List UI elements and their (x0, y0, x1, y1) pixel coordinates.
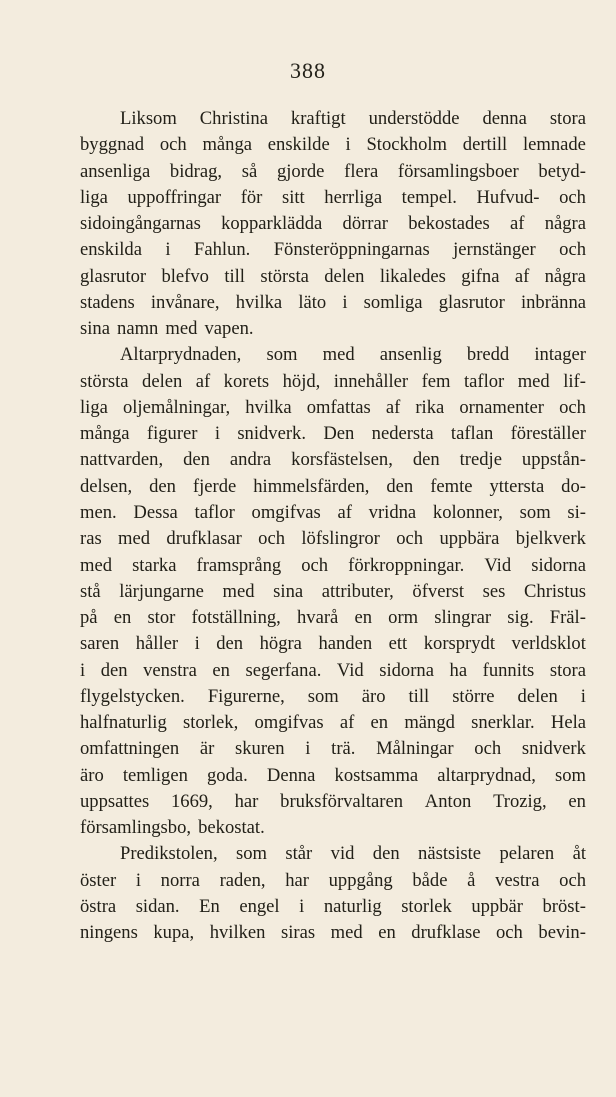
word: stora (549, 108, 586, 129)
word: betyd- (538, 160, 586, 182)
word: både (412, 869, 448, 891)
word: kolonner, (432, 501, 503, 523)
word: hvilka (245, 396, 292, 418)
text-line (80, 421, 586, 447)
word: och (559, 869, 586, 891)
word: många (80, 423, 130, 445)
word: i (194, 633, 200, 655)
word: Christina (199, 108, 268, 129)
text-line (80, 553, 586, 579)
word: och (159, 134, 187, 156)
word: andra (229, 449, 272, 471)
word: i (80, 659, 86, 681)
word: ses (482, 580, 506, 602)
word: Dessa (133, 501, 178, 523)
text-line (80, 631, 586, 657)
text-line (80, 264, 586, 290)
word: uppgång (328, 869, 393, 891)
word: Liksom (120, 108, 177, 129)
word: ningens (80, 922, 138, 944)
word: Trozig, (493, 790, 547, 812)
word: yttersta (489, 475, 545, 497)
word: venstra (143, 659, 197, 681)
word: några (544, 213, 586, 235)
word: Stockholm (366, 134, 448, 156)
word: femte (430, 475, 473, 497)
word: som (519, 501, 551, 523)
word: i (345, 134, 351, 156)
text-line (80, 395, 586, 421)
word: en (113, 607, 132, 629)
word: drufklasar (166, 528, 242, 550)
word: Anton (424, 790, 472, 812)
text-line (80, 658, 586, 684)
word: glasrutor (438, 291, 505, 313)
word: snidverk (521, 738, 586, 760)
word: af (514, 265, 530, 287)
word: engel (239, 895, 280, 917)
word: framsprång (196, 554, 282, 576)
word: korets (223, 370, 270, 392)
word: stor (147, 607, 176, 629)
word: taflan (450, 423, 494, 445)
word: en (568, 790, 586, 812)
word: fotställning, (191, 607, 281, 629)
word: med (222, 580, 255, 602)
word: taflor (194, 501, 235, 523)
word: ras (80, 528, 102, 550)
word: och (559, 186, 586, 208)
word: altarprydnad, (437, 764, 536, 786)
word: uppstån- (521, 449, 586, 471)
word: i (342, 291, 348, 313)
word: i (580, 685, 586, 707)
word: stora (549, 659, 586, 681)
word: liga (80, 186, 108, 208)
word: flygelstycken. (80, 685, 185, 707)
text-line (80, 841, 586, 867)
word: ornamenter (459, 396, 544, 418)
word: äro (80, 764, 104, 786)
text-line (80, 185, 586, 211)
text-line (80, 710, 586, 736)
word: denna (482, 108, 527, 129)
word: kupa, (153, 922, 195, 944)
text-line (80, 132, 586, 158)
text-line (80, 815, 586, 841)
text-line (80, 474, 586, 500)
word: i (214, 423, 220, 445)
word: intager (534, 344, 586, 366)
word: storlek, (182, 712, 239, 734)
word: kostsamma (334, 764, 419, 786)
word: stadens (80, 291, 135, 313)
word: enskilda (80, 239, 142, 261)
word: norra (160, 869, 200, 891)
word: delen (517, 685, 558, 707)
word: läto (298, 291, 327, 313)
word: uppbär (471, 895, 523, 917)
word: nedersta (371, 423, 434, 445)
word: står (285, 843, 313, 865)
word: föreställer (510, 423, 586, 445)
word: för (240, 186, 263, 208)
word: storlek (401, 895, 452, 917)
word: drufklase (411, 922, 481, 944)
word: sidorna (531, 554, 586, 576)
word: saren (80, 633, 120, 655)
word: verldsklot (511, 633, 586, 655)
word: bruksförvaltaren (280, 790, 404, 812)
text-line (80, 894, 586, 920)
word: i (165, 239, 171, 261)
word: med (517, 370, 550, 392)
word: kraftigt (290, 108, 346, 129)
word: som (236, 843, 267, 865)
word: i (135, 869, 141, 891)
word: oljemålningar, (122, 396, 231, 418)
word: bjelkverk (515, 528, 586, 550)
text-line (80, 369, 586, 395)
word: den (216, 633, 244, 655)
word: delsen, (80, 475, 133, 497)
word: slingrar (434, 607, 492, 629)
word: figurer (146, 423, 198, 445)
word: öster (80, 869, 117, 891)
word: skuren (235, 738, 285, 760)
word: och (474, 738, 502, 760)
word: högra (259, 633, 302, 655)
word: och (258, 528, 286, 550)
word: som (307, 685, 339, 707)
word: goda. (207, 764, 248, 786)
word: orm (388, 607, 419, 629)
text-line (80, 237, 586, 263)
word: en (370, 712, 389, 734)
word: och (559, 396, 586, 418)
word: sina (273, 580, 304, 602)
text-line (80, 579, 586, 605)
word: omgifvas (254, 712, 324, 734)
word: enskilde (267, 134, 330, 156)
word: Figurerne, (207, 685, 285, 707)
word: pelaren (499, 843, 555, 865)
word: å (467, 869, 476, 891)
word: vridna (368, 501, 417, 523)
word: innehåller (333, 370, 409, 392)
word: bidrag, (169, 160, 223, 182)
word: Hela (550, 712, 586, 734)
word: handen (318, 633, 373, 655)
word: omgifvas (251, 501, 321, 523)
word: flera (344, 160, 379, 182)
text-line (80, 342, 586, 368)
word: omfattas (306, 396, 371, 418)
word: tempel. (401, 186, 457, 208)
word: naturlig (323, 895, 382, 917)
word: Christus (524, 580, 586, 602)
word: likaledes (379, 265, 446, 287)
word: funnits (482, 659, 535, 681)
word: mängd (404, 712, 455, 734)
word: sidoingångarnas (80, 213, 201, 235)
word: östra (80, 895, 117, 917)
word: Predikstolen, (120, 843, 218, 865)
word: af (510, 213, 525, 235)
text-line (80, 316, 586, 342)
word: starka (132, 554, 177, 576)
word: som (554, 764, 586, 786)
word: sidan. (135, 895, 180, 917)
word: rika (415, 396, 445, 418)
text-line (80, 736, 586, 762)
word: Fräl- (549, 607, 586, 629)
text-line (80, 447, 586, 473)
word: segerfana. (245, 659, 322, 681)
word: gjorde (276, 160, 325, 182)
word: och (559, 239, 586, 261)
word: fjerde (192, 475, 237, 497)
word: Målningar (376, 738, 454, 760)
word: den (183, 449, 210, 471)
page-number: 388 (290, 58, 326, 83)
word: lärjungarne (119, 580, 204, 602)
word: uppbära (439, 528, 500, 550)
word: till (224, 265, 245, 287)
word: till (408, 685, 430, 707)
word: har (285, 869, 309, 891)
word: nattvarden, (80, 449, 164, 471)
word: korsprydt (423, 633, 496, 655)
word: så (241, 160, 258, 182)
word: byggnad (80, 134, 145, 156)
word: som (266, 344, 298, 366)
word: glasrutor (80, 265, 147, 287)
word: men. (80, 501, 117, 523)
word: löfslingror (301, 528, 380, 550)
text-line (80, 211, 586, 237)
word: understödde (368, 108, 460, 129)
word: vestra (495, 869, 540, 891)
word: på (80, 607, 98, 629)
word: Vid (336, 659, 364, 681)
word: församlingsboer (397, 160, 519, 182)
word: en (354, 607, 373, 629)
word: somliga (363, 291, 423, 313)
word: öfverst (412, 580, 465, 602)
word: si- (567, 501, 586, 523)
word: Vid (484, 554, 512, 576)
word: åt (572, 843, 586, 865)
word: trä. (331, 738, 356, 760)
word: liga (80, 396, 108, 418)
text-line (80, 868, 586, 894)
word: gifna (461, 265, 500, 287)
word: bredd (466, 344, 510, 366)
word: ha (449, 659, 468, 681)
text-line (80, 106, 586, 132)
word: och (301, 554, 329, 576)
word: den (372, 843, 400, 865)
word: många (202, 134, 252, 156)
word: största (80, 370, 129, 392)
word: himmelsfärden, (253, 475, 370, 497)
word: inbränna (520, 291, 586, 313)
word: den (100, 659, 128, 681)
word: förkroppningar. (348, 554, 465, 576)
word: 1669, (170, 790, 213, 812)
word: hvilken (209, 922, 266, 944)
word: den (149, 475, 176, 497)
word: delen (324, 265, 365, 287)
text-line (80, 526, 586, 552)
word: Denna (266, 764, 316, 786)
text-line (80, 684, 586, 710)
word: siras (281, 922, 316, 944)
word: större (452, 685, 495, 707)
word: hvarå (297, 607, 339, 629)
word: med (118, 528, 151, 550)
word: af (337, 501, 352, 523)
word: kopparklädda (221, 213, 323, 235)
word: invånare, (150, 291, 220, 313)
word: fem (421, 370, 451, 392)
word: i (299, 895, 305, 917)
word: dertill (462, 134, 508, 156)
word: dörrar (342, 213, 388, 235)
word: församlingsbo, (80, 817, 192, 839)
word: bevin- (538, 922, 586, 944)
word: sig. (507, 607, 534, 629)
word: har (234, 790, 259, 812)
word: med (165, 318, 198, 340)
word: äro (361, 685, 386, 707)
word: af (339, 712, 355, 734)
word: Den (323, 423, 355, 445)
word: största (260, 265, 309, 287)
word: Fahlun. (193, 239, 251, 261)
word: snerklar. (471, 712, 535, 734)
body-text (80, 106, 586, 947)
text-line (80, 159, 586, 185)
word: vid (330, 843, 355, 865)
word: nästsiste (418, 843, 482, 865)
word: temligen (122, 764, 188, 786)
word: höjd, (282, 370, 321, 392)
word: korsfästelsen, (291, 449, 393, 471)
word: hvilka (235, 291, 283, 313)
word: delen (142, 370, 183, 392)
text-line (80, 763, 586, 789)
word: ansenliga (80, 160, 151, 182)
word: med (80, 554, 113, 576)
word: halfnaturlig (80, 712, 167, 734)
word: taflor (463, 370, 505, 392)
word: ett (388, 633, 408, 655)
word: af (195, 370, 211, 392)
word: i (305, 738, 311, 760)
word: uppoffringar (127, 186, 222, 208)
word: och (496, 922, 523, 944)
word: lemnade (522, 134, 586, 156)
word: den (412, 449, 440, 471)
word: Hufvud- (476, 186, 540, 208)
text-line (80, 290, 586, 316)
word: med (322, 344, 355, 366)
word: sina (80, 318, 110, 340)
word: den (386, 475, 414, 497)
word: stå (80, 580, 101, 602)
word: vapen. (204, 318, 254, 340)
word: omfattningen (80, 738, 180, 760)
word: snidverk. (237, 423, 306, 445)
word: och (396, 528, 424, 550)
word: blefvo (161, 265, 209, 287)
text-line (80, 605, 586, 631)
word: jernstänger (453, 239, 536, 261)
word: en (212, 659, 230, 681)
word: do- (561, 475, 586, 497)
word: tredje (459, 449, 502, 471)
word: namn (117, 318, 159, 340)
word: Altarprydnaden, (120, 344, 242, 366)
word: af (385, 396, 401, 418)
word: är (199, 738, 215, 760)
word: ansenlig (379, 344, 442, 366)
word: med (330, 922, 363, 944)
word: sitt (281, 186, 305, 208)
word: några (544, 265, 586, 287)
word: lif- (563, 370, 586, 392)
word: en (378, 922, 396, 944)
text-line (80, 500, 586, 526)
word: bröst- (542, 895, 586, 917)
word: bekostat. (198, 817, 265, 839)
word: raden, (219, 869, 266, 891)
word: herrliga (324, 186, 383, 208)
word: uppsattes (80, 790, 150, 812)
text-line (80, 789, 586, 815)
word: bekostades (408, 213, 490, 235)
word: sidorna (379, 659, 434, 681)
word: håller (135, 633, 179, 655)
text-line (80, 920, 586, 946)
word: En (199, 895, 220, 917)
word: Fönsteröppningarnas (273, 239, 430, 261)
word: attributer, (321, 580, 394, 602)
